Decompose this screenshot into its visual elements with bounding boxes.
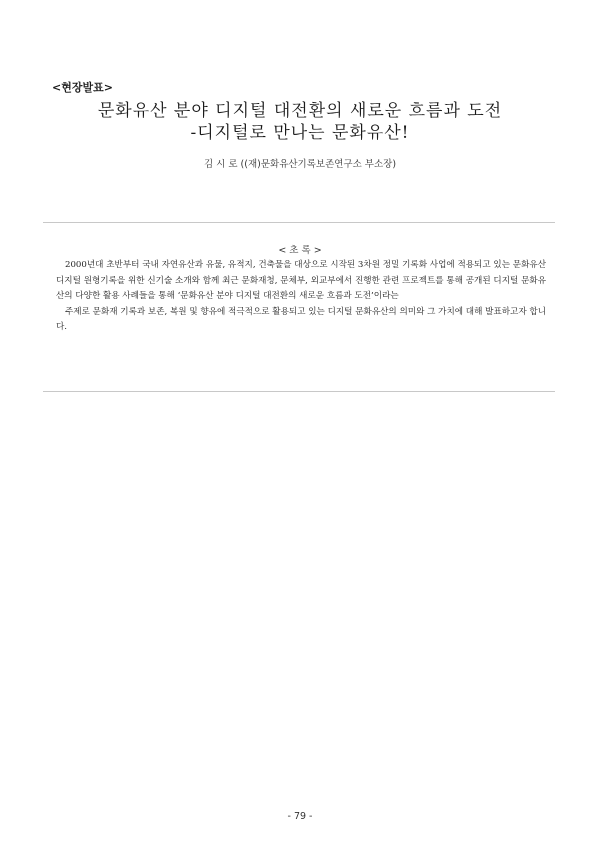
page-number: - 79 - (287, 811, 313, 822)
abstract-body (56, 258, 546, 336)
abstract-top-divider (43, 222, 555, 223)
abstract-bottom-divider (43, 391, 555, 392)
abstract-paragraph: 주제로 문화재 기록과 보존, 복원 및 향유에 적극적으로 활용되고 있는 디지털 문화유산의 의미와 그 가치에 대해 발표하고자 합니다. (56, 306, 546, 332)
paper-subtitle: -디지털로 만나는 문화유산! (190, 123, 410, 143)
abstract-paragraph: 2000년대 초반부터 국내 자연유산과 유물, 유적지, 건축물을 대상으로 시작된 3차원 정밀 기록화 사업에 적용되고 있는 문화유산 디지털 원형기록을 위한 신기술 소개와 함께 최근 문화재청, 문체부, 외교부에서 진행한 관련 프로젝트를 통해 공개된 디지털 문화유산의 다양한 활용 사례들을 통해 ‘문화유산 분야 디지털 대전환의 새로운 흐름과 도전’이라는 (56, 260, 546, 301)
section-tag: <현장발표> (52, 81, 113, 94)
paper-title: 문화유산 분야 디지털 대전환의 새로운 흐름과 도전 (97, 101, 503, 121)
author-affiliation: 김 시 로 ((재)문화유산기록보존연구소 부소장) (203, 159, 397, 170)
abstract-heading: < 초 록 > (278, 245, 322, 256)
